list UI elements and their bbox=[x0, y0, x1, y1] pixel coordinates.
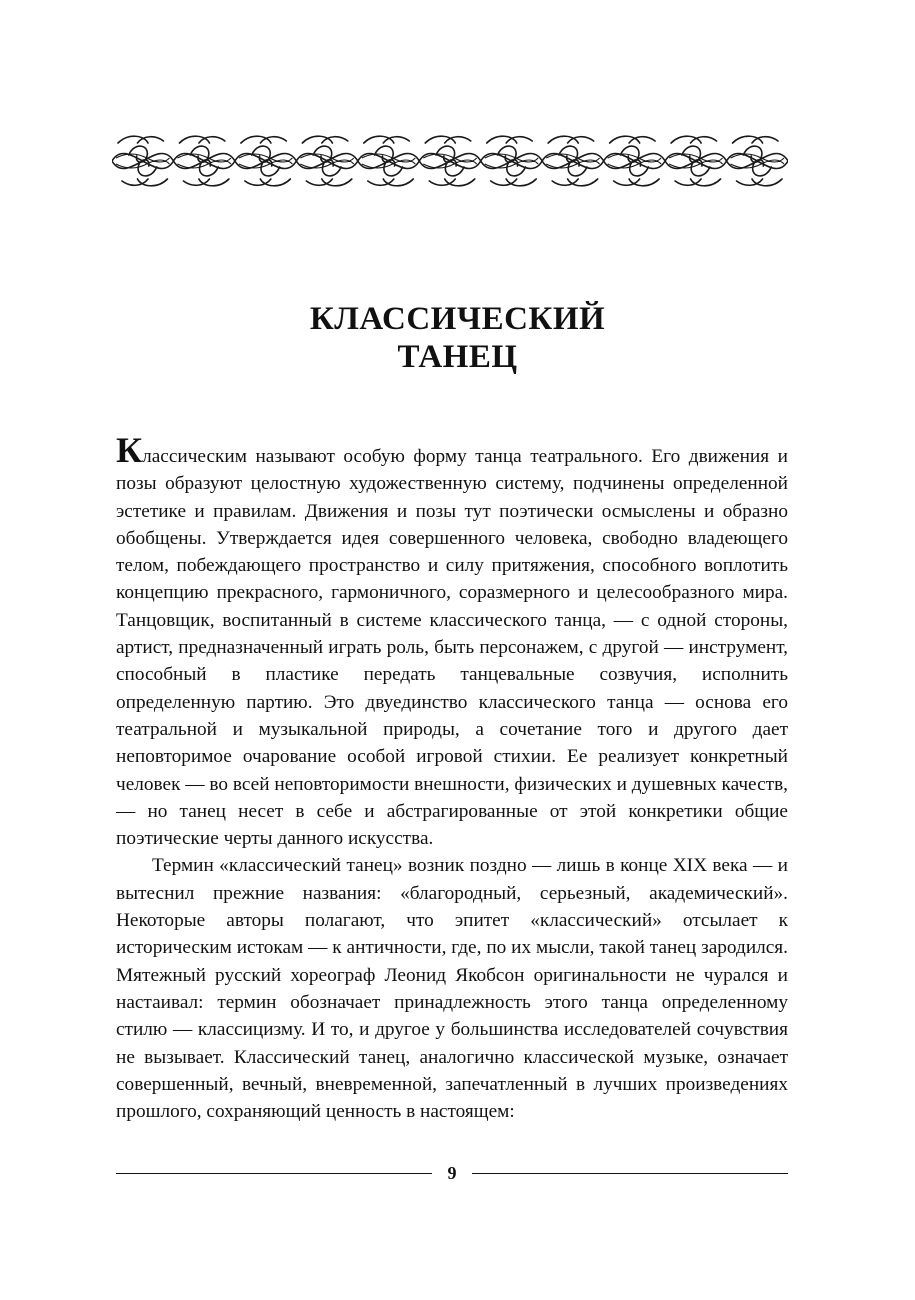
footer-rule-right bbox=[472, 1173, 788, 1174]
drop-cap: К bbox=[116, 430, 143, 470]
chapter-title-line-1: КЛАССИЧЕСКИЙ bbox=[309, 301, 606, 337]
body-text bbox=[116, 430, 788, 1125]
chapter-title bbox=[0, 300, 915, 376]
decorative-ornament-border bbox=[112, 128, 788, 194]
decorative-flourish-border-icon bbox=[112, 128, 788, 194]
chapter-title-line-2: ТАНЕЦ bbox=[397, 339, 518, 375]
paragraph-1 bbox=[116, 430, 788, 852]
flourish-path bbox=[112, 136, 788, 186]
paragraph-1-text: лассическим называют особую форму танца театрального. Его движения и позы образуют целостную художественную систему, подчинены определенной эстетике и правилам. Движения и позы тут поэтически осмыслены и образно обобщены. Утверждается идея совершенного человека, свободно владеющего телом, побеждающего пространство и силу притяжения, способного воплотить концепцию прекрасного, гармоничного, соразмерного и целесообразного мира. Танцовщик, воспитанный в системе классического танца, — с одной стороны, артист, предназначенный играть роль, быть персонажем, с другой — инструмент, способный в пластике передать танцевальные созвучия, исполнить определенную партию. Это двуединство классического танца — основа его театральной и музыкальной природы, а сочетание того и другого дает неповторимое очарование особой игровой стихии. Ее реализует конкретный человек — во всей неповторимости внешности, физических и душевных качеств, — но танец несет в себе и абстрагированные от этой конкретики общие поэтические черты данного искусства. bbox=[116, 446, 788, 850]
paragraph-2: Термин «классический танец» возник поздно — лишь в конце XIX века — и вытеснил прежние названия: «благородный, серьезный, академический». Некоторые авторы полагают, что эпитет «классический» отсылает к историческим истокам — к античности, где, по их мысли, такой танец зародился. Мятежный русский хореограф Леонид Якобсон оригинальности не чурался и настаивал: термин обозначает принадлежность этого танца определенному стилю — классицизму. И то, и другое у большинства исследователей сочувствия не вызывает. Классический танец, аналогично классической музыке, означает совершенный, вечный, вневременной, запечатленный в лучших произведениях прошлого, сохраняющий ценность в настоящем: bbox=[116, 855, 788, 1123]
page-footer bbox=[116, 1158, 788, 1188]
page-number: 9 bbox=[447, 1163, 457, 1183]
